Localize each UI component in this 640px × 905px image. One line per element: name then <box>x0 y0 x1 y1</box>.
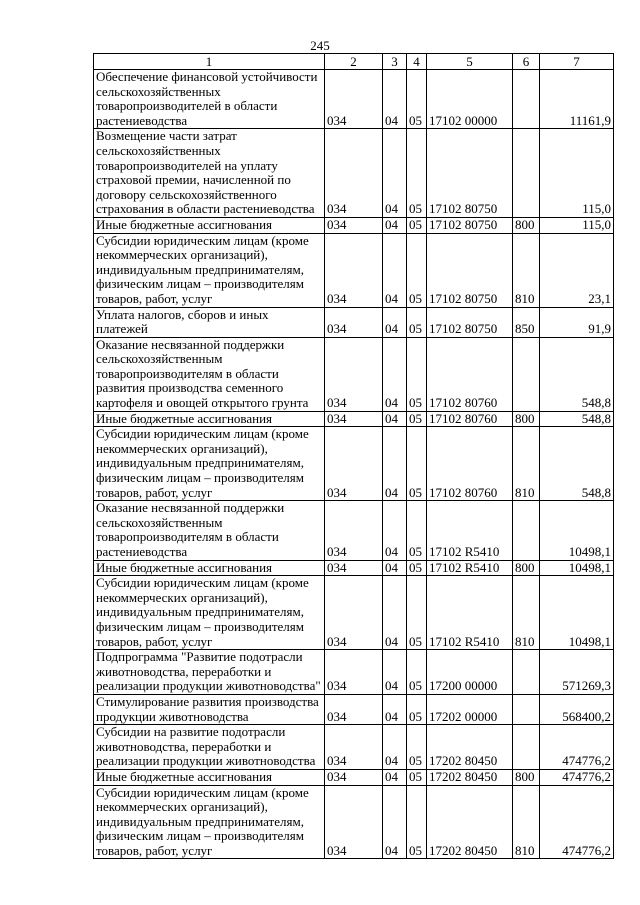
table-row <box>94 129 614 218</box>
row-c4-cell: 05 <box>407 501 427 560</box>
table-row <box>94 785 614 859</box>
row-c3-cell: 04 <box>383 785 407 859</box>
header-cell: 1 <box>94 54 325 70</box>
row-c4-cell: 05 <box>407 769 427 785</box>
row-c7-cell: 474776,2 <box>540 785 614 859</box>
row-c4-cell: 05 <box>407 411 427 427</box>
table-row <box>94 501 614 560</box>
row-c3-cell: 04 <box>383 576 407 650</box>
row-c2-cell: 034 <box>325 233 383 307</box>
row-c5-cell: 17102 R5410 <box>427 576 513 650</box>
row-c6-cell: 800 <box>513 411 540 427</box>
row-name-cell: Оказание несвязанной поддержки сельскохозяйственным товаропроизводителям в области растениеводства <box>94 501 325 560</box>
row-c2-cell: 034 <box>325 307 383 337</box>
header-cell: 4 <box>407 54 427 70</box>
table-row <box>94 70 614 129</box>
table-row <box>94 650 614 695</box>
row-c4-cell: 05 <box>407 337 427 411</box>
table-row <box>94 217 614 233</box>
row-c5-cell: 17102 80750 <box>427 307 513 337</box>
row-c4-cell: 05 <box>407 307 427 337</box>
row-c2-cell: 034 <box>325 501 383 560</box>
row-c3-cell: 04 <box>383 129 407 218</box>
row-c4-cell: 05 <box>407 427 427 501</box>
row-c4-cell: 05 <box>407 129 427 218</box>
row-c7-cell: 548,8 <box>540 427 614 501</box>
row-c6-cell <box>513 650 540 695</box>
row-name-cell: Иные бюджетные ассигнования <box>94 769 325 785</box>
header-cell: 3 <box>383 54 407 70</box>
row-name-cell: Стимулирование развития производства продукции животноводства <box>94 694 325 724</box>
row-name-cell: Уплата налогов, сборов и иных платежей <box>94 307 325 337</box>
row-c7-cell: 115,0 <box>540 217 614 233</box>
row-c6-cell: 810 <box>513 785 540 859</box>
row-name-cell: Обеспечение финансовой устойчивости сельскохозяйственных товаропроизводителей в области растениеводства <box>94 70 325 129</box>
row-c6-cell: 800 <box>513 217 540 233</box>
row-c5-cell: 17202 80450 <box>427 785 513 859</box>
row-c7-cell: 548,8 <box>540 411 614 427</box>
row-c7-cell: 571269,3 <box>540 650 614 695</box>
row-c4-cell: 05 <box>407 650 427 695</box>
row-c2-cell: 034 <box>325 337 383 411</box>
row-name-cell: Иные бюджетные ассигнования <box>94 217 325 233</box>
row-name-cell: Иные бюджетные ассигнования <box>94 411 325 427</box>
row-c6-cell: 800 <box>513 560 540 576</box>
row-c2-cell: 034 <box>325 70 383 129</box>
row-c5-cell: 17202 00000 <box>427 694 513 724</box>
row-c6-cell <box>513 70 540 129</box>
budget-table <box>93 53 614 859</box>
header-cell: 5 <box>427 54 513 70</box>
table-row <box>94 307 614 337</box>
row-c7-cell: 10498,1 <box>540 560 614 576</box>
row-c2-cell: 034 <box>325 650 383 695</box>
row-c6-cell: 810 <box>513 576 540 650</box>
row-c3-cell: 04 <box>383 694 407 724</box>
row-c6-cell: 850 <box>513 307 540 337</box>
row-c4-cell: 05 <box>407 785 427 859</box>
table-row <box>94 694 614 724</box>
row-name-cell: Субсидии юридическим лицам (кроме некоммерческих организаций), индивидуальным предпринимателям, физическим лицам – производителям товаров, работ, услуг <box>94 785 325 859</box>
row-c5-cell: 17102 00000 <box>427 70 513 129</box>
row-c5-cell: 17102 80760 <box>427 427 513 501</box>
row-c3-cell: 04 <box>383 501 407 560</box>
header-cell: 7 <box>540 54 614 70</box>
row-c5-cell: 17102 80760 <box>427 337 513 411</box>
row-c7-cell: 474776,2 <box>540 725 614 770</box>
row-name-cell: Субсидии юридическим лицам (кроме некоммерческих организаций), индивидуальным предпринимателям, физическим лицам – производителям товаров, работ, услуг <box>94 576 325 650</box>
row-c2-cell: 034 <box>325 560 383 576</box>
row-c2-cell: 034 <box>325 694 383 724</box>
row-c4-cell: 05 <box>407 694 427 724</box>
row-c2-cell: 034 <box>325 769 383 785</box>
page-number: 245 <box>310 38 330 53</box>
row-c5-cell: 17200 00000 <box>427 650 513 695</box>
row-c7-cell: 91,9 <box>540 307 614 337</box>
row-c3-cell: 04 <box>383 650 407 695</box>
header-cell: 2 <box>325 54 383 70</box>
row-c6-cell <box>513 337 540 411</box>
row-c6-cell: 810 <box>513 233 540 307</box>
row-c6-cell: 800 <box>513 769 540 785</box>
row-c6-cell: 810 <box>513 427 540 501</box>
row-c3-cell: 04 <box>383 307 407 337</box>
row-c5-cell: 17102 R5410 <box>427 501 513 560</box>
row-c7-cell: 23,1 <box>540 233 614 307</box>
row-c4-cell: 05 <box>407 560 427 576</box>
table-row <box>94 725 614 770</box>
row-c5-cell: 17102 80750 <box>427 217 513 233</box>
row-c2-cell: 034 <box>325 576 383 650</box>
row-c5-cell: 17102 80750 <box>427 233 513 307</box>
row-c3-cell: 04 <box>383 217 407 233</box>
row-c6-cell <box>513 694 540 724</box>
row-c4-cell: 05 <box>407 217 427 233</box>
row-c3-cell: 04 <box>383 427 407 501</box>
table-row <box>94 427 614 501</box>
row-c5-cell: 17102 80750 <box>427 129 513 218</box>
row-c3-cell: 04 <box>383 769 407 785</box>
table-row <box>94 769 614 785</box>
row-c2-cell: 034 <box>325 217 383 233</box>
row-name-cell: Подпрограмма "Развитие подотрасли животноводства, переработки и реализации продукции животноводства" <box>94 650 325 695</box>
row-c5-cell: 17202 80450 <box>427 769 513 785</box>
row-c6-cell <box>513 129 540 218</box>
row-name-cell: Субсидии юридическим лицам (кроме некоммерческих организаций), индивидуальным предпринимателям, физическим лицам – производителям товаров, работ, услуг <box>94 427 325 501</box>
row-c5-cell: 17102 R5410 <box>427 560 513 576</box>
row-c3-cell: 04 <box>383 411 407 427</box>
row-c2-cell: 034 <box>325 129 383 218</box>
row-c7-cell: 10498,1 <box>540 501 614 560</box>
row-c2-cell: 034 <box>325 725 383 770</box>
row-c7-cell: 115,0 <box>540 129 614 218</box>
row-c3-cell: 04 <box>383 560 407 576</box>
row-c4-cell: 05 <box>407 70 427 129</box>
table-row <box>94 337 614 411</box>
row-c3-cell: 04 <box>383 233 407 307</box>
header-cell: 6 <box>513 54 540 70</box>
row-c2-cell: 034 <box>325 427 383 501</box>
row-c2-cell: 034 <box>325 785 383 859</box>
row-c6-cell <box>513 501 540 560</box>
table-row <box>94 411 614 427</box>
row-c3-cell: 04 <box>383 725 407 770</box>
row-c4-cell: 05 <box>407 233 427 307</box>
table-row <box>94 233 614 307</box>
row-c4-cell: 05 <box>407 576 427 650</box>
row-name-cell: Иные бюджетные ассигнования <box>94 560 325 576</box>
table-row <box>94 576 614 650</box>
row-c3-cell: 04 <box>383 70 407 129</box>
row-name-cell: Субсидии юридическим лицам (кроме некоммерческих организаций), индивидуальным предпринимателям, физическим лицам – производителям товаров, работ, услуг <box>94 233 325 307</box>
row-c4-cell: 05 <box>407 725 427 770</box>
row-c3-cell: 04 <box>383 337 407 411</box>
row-c6-cell <box>513 725 540 770</box>
row-c7-cell: 474776,2 <box>540 769 614 785</box>
row-c2-cell: 034 <box>325 411 383 427</box>
row-c5-cell: 17202 80450 <box>427 725 513 770</box>
row-c7-cell: 568400,2 <box>540 694 614 724</box>
row-c5-cell: 17102 80760 <box>427 411 513 427</box>
table-header-row <box>94 54 614 70</box>
table-row <box>94 560 614 576</box>
row-name-cell: Оказание несвязанной поддержки сельскохозяйственным товаропроизводителям в области развития производства семенного картофеля и овощей открытого грунта <box>94 337 325 411</box>
row-c7-cell: 10498,1 <box>540 576 614 650</box>
row-c7-cell: 548,8 <box>540 337 614 411</box>
row-name-cell: Возмещение части затрат сельскохозяйственных товаропроизводителей на уплату страховой премии, начисленной по договору сельскохозяйственного страхования в области растениеводства <box>94 129 325 218</box>
row-c7-cell: 11161,9 <box>540 70 614 129</box>
row-name-cell: Субсидии на развитие подотрасли животноводства, переработки и реализации продукции животноводства <box>94 725 325 770</box>
